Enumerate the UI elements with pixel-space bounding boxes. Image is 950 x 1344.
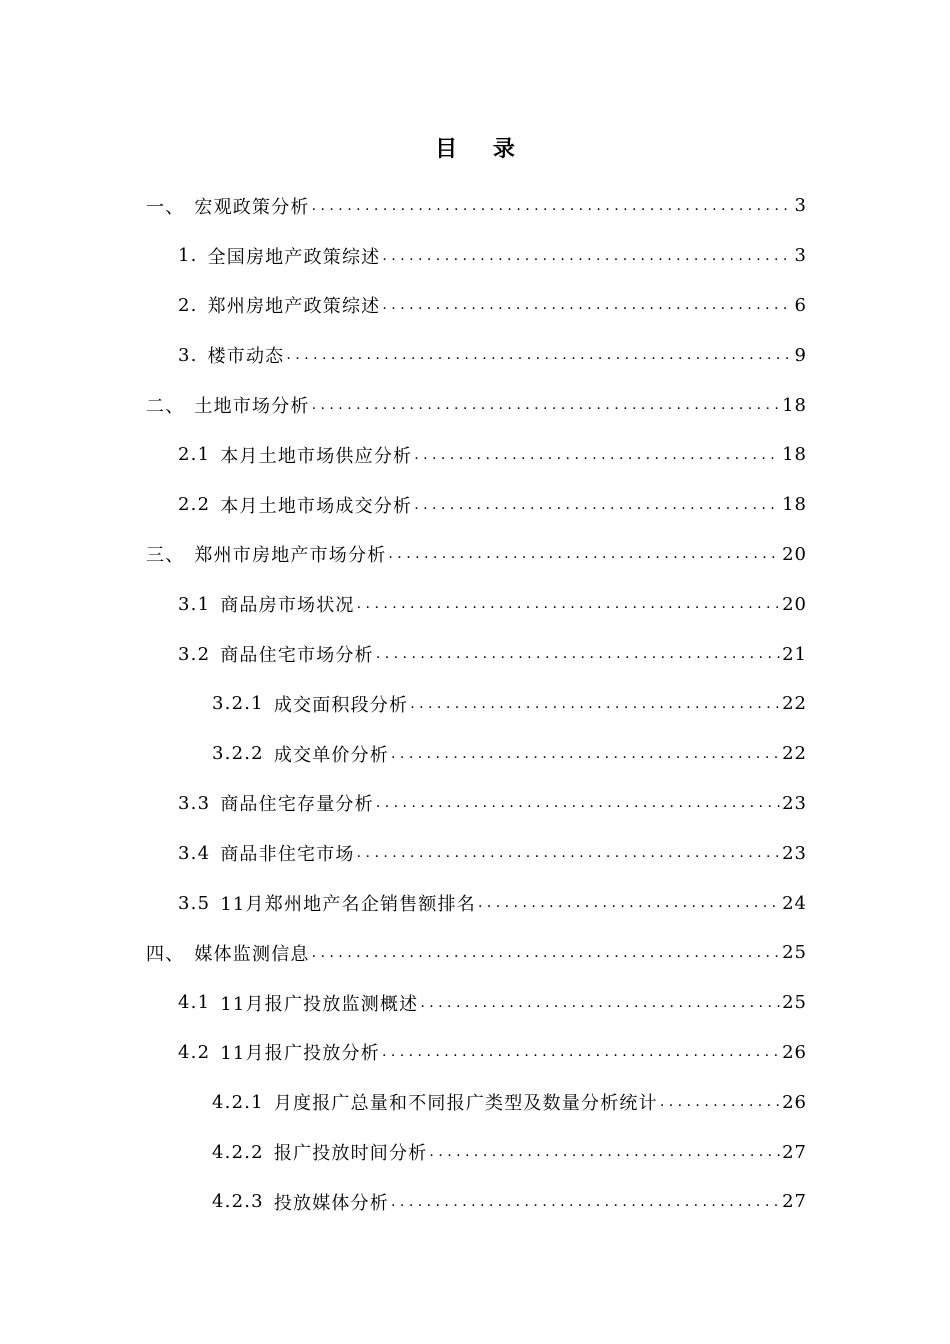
toc-entry-number: 4.2.3	[212, 1191, 264, 1213]
toc-entry-title: 投放媒体分析	[273, 1192, 390, 1214]
toc-dot-leader	[410, 695, 780, 713]
toc-entry-title: 商品非住宅市场	[220, 844, 355, 866]
toc-dot-leader	[414, 496, 780, 514]
toc-dot-leader	[312, 396, 780, 414]
toc-dot-leader	[382, 247, 792, 265]
toc-page-number: 22	[782, 743, 807, 765]
toc-entry-title: 商品住宅市场分析	[220, 645, 374, 667]
toc-page-number: 9	[794, 344, 807, 366]
toc-entry-number: 4.2.1	[212, 1091, 264, 1113]
toc-page-number: 6	[794, 294, 807, 316]
toc-entry-number: 3.5	[178, 892, 211, 914]
toc-entry-number: 3.2.1	[212, 693, 264, 715]
toc-entry-title: 报广投放时间分析	[273, 1143, 428, 1165]
toc-dot-leader	[660, 1093, 780, 1111]
toc-entry-title: 成交面积段分析	[273, 694, 409, 716]
toc-page-number: 18	[782, 394, 807, 416]
toc-entry-title: 本月土地市场成交分析	[220, 495, 413, 517]
toc-entry-number: 3.1	[178, 593, 211, 615]
toc-dot-leader	[312, 197, 793, 215]
toc-entry[interactable]	[0, 1177, 807, 1227]
toc-dot-leader	[414, 446, 780, 464]
toc-entry-title: 全国房地产政策综述	[207, 246, 381, 268]
toc-entry[interactable]	[0, 878, 807, 928]
toc-page-number: 18	[782, 494, 807, 516]
toc-entry[interactable]	[0, 1127, 807, 1177]
toc-page-number: 20	[782, 593, 807, 615]
toc-dot-leader	[357, 844, 780, 862]
toc-entry[interactable]	[0, 1028, 807, 1078]
toc-entry[interactable]	[0, 231, 807, 281]
toc-entry-title: 11月报广投放监测概述	[220, 993, 419, 1015]
toc-dot-leader	[388, 545, 780, 563]
toc-title: 目 录	[435, 136, 529, 162]
toc-entry[interactable]	[0, 828, 807, 878]
toc-page-number: 27	[782, 1141, 807, 1163]
toc-page-number: 25	[782, 942, 807, 964]
toc-entry-number: 3.3	[178, 792, 211, 814]
toc-list	[0, 181, 950, 1227]
toc-entry-number: 一、	[146, 196, 185, 218]
toc-entry[interactable]	[0, 430, 807, 480]
toc-entry[interactable]	[0, 978, 807, 1028]
toc-dot-leader	[376, 645, 780, 663]
toc-entry[interactable]	[0, 928, 807, 978]
toc-dot-leader	[312, 944, 780, 962]
toc-entry[interactable]	[0, 579, 807, 629]
toc-entry[interactable]	[0, 1077, 807, 1127]
toc-dot-leader	[391, 1193, 780, 1211]
toc-dot-leader	[478, 894, 780, 912]
toc-entry-title: 郑州市房地产市场分析	[194, 545, 387, 567]
toc-entry-number: 四、	[146, 943, 185, 965]
toc-page-number: 22	[782, 693, 807, 715]
toc-entry-title: 楼市动态	[207, 346, 285, 368]
toc-entry-title: 成交单价分析	[273, 744, 390, 766]
toc-page-number: 26	[782, 1041, 807, 1063]
toc-page-number: 20	[782, 543, 807, 565]
toc-page-number: 23	[782, 792, 807, 814]
toc-entry[interactable]	[0, 330, 807, 380]
toc-page-number: 18	[782, 444, 807, 466]
toc-entry[interactable]	[0, 779, 807, 829]
toc-entry-number: 3.4	[178, 842, 211, 864]
toc-entry-number: 2.1	[178, 444, 211, 466]
toc-entry[interactable]	[0, 629, 807, 679]
toc-entry-title: 宏观政策分析	[194, 196, 310, 218]
toc-entry-title: 月度报广总量和不同报广类型及数量分析统计	[273, 1093, 658, 1115]
toc-entry-title: 商品房市场状况	[220, 595, 355, 617]
toc-page-number: 21	[782, 643, 807, 665]
toc-entry-number: 三、	[146, 545, 185, 567]
toc-dot-leader	[420, 994, 780, 1012]
toc-dot-leader	[286, 346, 792, 364]
toc-entry[interactable]	[0, 380, 807, 430]
toc-entry-number: 2.2	[178, 494, 211, 516]
toc-entry-number: 3.2.2	[212, 743, 264, 765]
toc-entry-title: 郑州房地产政策综述	[207, 296, 381, 318]
toc-dot-leader	[376, 794, 780, 812]
toc-entry[interactable]	[0, 530, 807, 580]
toc-entry-number: 4.1	[178, 992, 211, 1014]
toc-page-number: 23	[782, 842, 807, 864]
toc-dot-leader	[382, 1043, 780, 1061]
toc-page-number: 24	[782, 892, 807, 914]
toc-entry-title: 商品住宅存量分析	[220, 794, 374, 816]
toc-entry-title: 11月郑州地产名企销售额排名	[220, 894, 476, 916]
toc-entry-title: 土地市场分析	[194, 396, 310, 418]
toc-dot-leader	[382, 296, 792, 314]
toc-dot-leader	[391, 745, 780, 763]
toc-dot-leader	[429, 1143, 780, 1161]
toc-entry-title: 媒体监测信息	[194, 943, 310, 965]
toc-entry[interactable]	[0, 480, 807, 530]
toc-page-number: 27	[782, 1191, 807, 1213]
toc-entry-number: 1.	[178, 245, 198, 267]
toc-entry-number: 4.2.2	[212, 1141, 264, 1163]
toc-dot-leader	[357, 595, 780, 613]
toc-page-number: 26	[782, 1091, 807, 1113]
toc-entry[interactable]	[0, 281, 807, 331]
toc-entry-number: 3.	[178, 344, 198, 366]
toc-page-number: 3	[794, 195, 807, 217]
toc-entry-number: 4.2	[178, 1041, 211, 1063]
toc-entry[interactable]	[0, 679, 807, 729]
toc-entry-number: 二、	[146, 396, 185, 418]
toc-entry-title: 本月土地市场供应分析	[220, 445, 413, 467]
toc-entry-number: 3.2	[178, 643, 211, 665]
toc-entry-number: 2.	[178, 294, 198, 316]
toc-entry[interactable]	[0, 729, 807, 779]
toc-page-number: 25	[782, 992, 807, 1014]
toc-entry-title: 11月报广投放分析	[220, 1043, 380, 1065]
toc-entry[interactable]	[0, 181, 807, 231]
toc-page-number: 3	[794, 245, 807, 267]
